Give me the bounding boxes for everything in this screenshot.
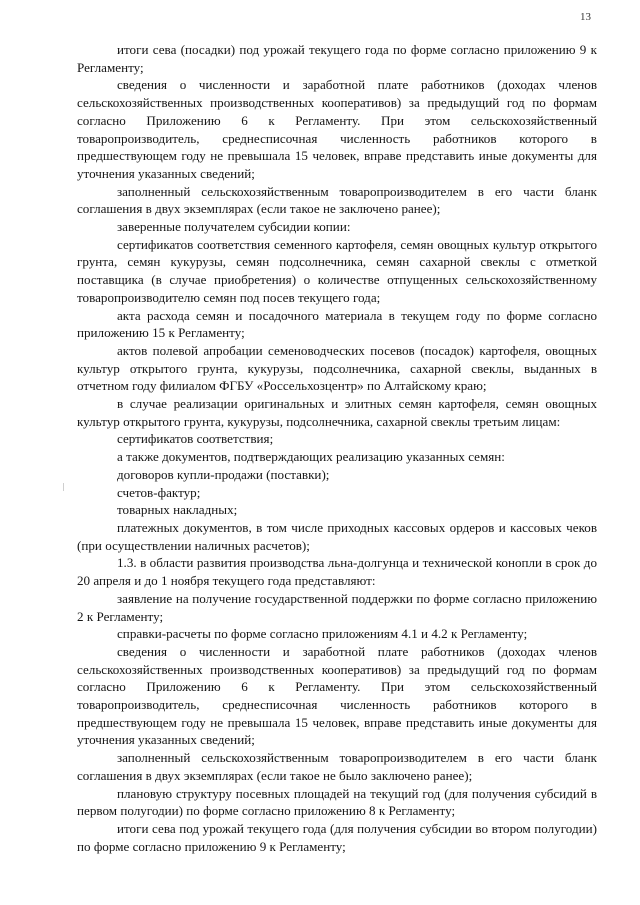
paragraph: сведения о численности и заработной плате работников (доходах членов сельскохозяйственных производственных кооперативов) за предыдущий год по формам согласно Приложению 6 к Регламенту. При этом сельскохозяйственный товаропроизводитель, среднесписочная численность работников которого в предшествующем году не превышала 15 человек, вправе представить иные документы для уточнения указанных сведений; [77,643,597,748]
paragraph: счетов-фактур; [117,484,201,500]
paragraph: плановую структуру посевных площадей на текущий год (для получения субсидий в первом полугодии) по форме согласно приложению 8 к Регламенту; [77,785,597,819]
paragraph: сертификатов соответствия; [117,431,274,447]
paragraph: акта расхода семян и посадочного материала в текущем году по форме согласно приложению 15 к Регламенту; [77,307,597,341]
paragraph: а также документов, подтверждающих реализацию указанных семян: [117,449,505,465]
paragraph: заполненный сельскохозяйственным товаропроизводителем в его части бланк соглашения в двух экземплярах (если такое не было заключено ранее); [77,750,597,783]
paragraph: сведения о численности и заработной плате работников (доходах членов сельскохозяйственных производственных кооперативов) за предыдущий год по формам согласно Приложению 6 к Регламенту. При этом сельскохозяйственный товаропроизводитель, среднесписочная численность работников которого в предшествующем году не превышала 15 человек, вправе представить иные документы для уточнения указанных сведений; [77,77,597,181]
document-body [77,41,597,855]
paragraph: товарных накладных; [117,502,238,518]
paragraph: итоги сева (посадки) под урожай текущего года по форме согласно приложению 9 к Регламенту; [77,42,597,75]
margin-mark [63,483,64,491]
paragraph: договоров купли-продажи (поставки); [117,466,330,482]
paragraph: в случае реализации оригинальных и элитных семян картофеля, семян овощных культур открытого грунта, кукурузы, подсолнечника, сахарной свеклы третьим лицам: [77,396,597,429]
paragraph: заполненный сельскохозяйственным товаропроизводителем в его части бланк соглашения в двух экземплярах (если такое не заключено ранее); [77,183,597,217]
paragraph: заверенные получателем субсидии копии: [117,219,351,235]
paragraph: заявление на получение государственной поддержки по форме согласно приложению 2 к Регламенту; [77,590,597,624]
paragraph: справки-расчеты по форме согласно приложениям 4.1 и 4.2 к Регламенту; [117,626,528,642]
page-number: 13 [580,11,591,23]
paragraph: 1.3. в области развития производства льна-долгунца и технической конопли в срок до 20 апреля и до 1 ноября текущего года представляют: [77,555,597,589]
paragraph: актов полевой апробации семеноводческих посевов (посадок) картофеля, овощных культур открытого грунта, кукурузы, подсолнечника, сахарной свеклы, выданных в отчетном году филиалом ФГБУ «Россельхозцентр» по Алтайскому краю; [77,342,597,394]
paragraph: итоги сева под урожай текущего года (для получения субсидии во втором полугодии) по форме согласно приложению 9 к Регламенту; [77,820,597,854]
paragraph: сертификатов соответствия семенного картофеля, семян овощных культур открытого грунта, семян кукурузы, семян подсолнечника, семян сахарной свеклы с отметкой поставщика (в случае приобретения) о количестве отпущенных сельскохозяйственному товаропроизводителю семян под посев текущего года; [77,236,597,305]
paragraph: платежных документов, в том числе приходных кассовых ордеров и кассовых чеков (при осуществлении наличных расчетов); [77,519,597,553]
